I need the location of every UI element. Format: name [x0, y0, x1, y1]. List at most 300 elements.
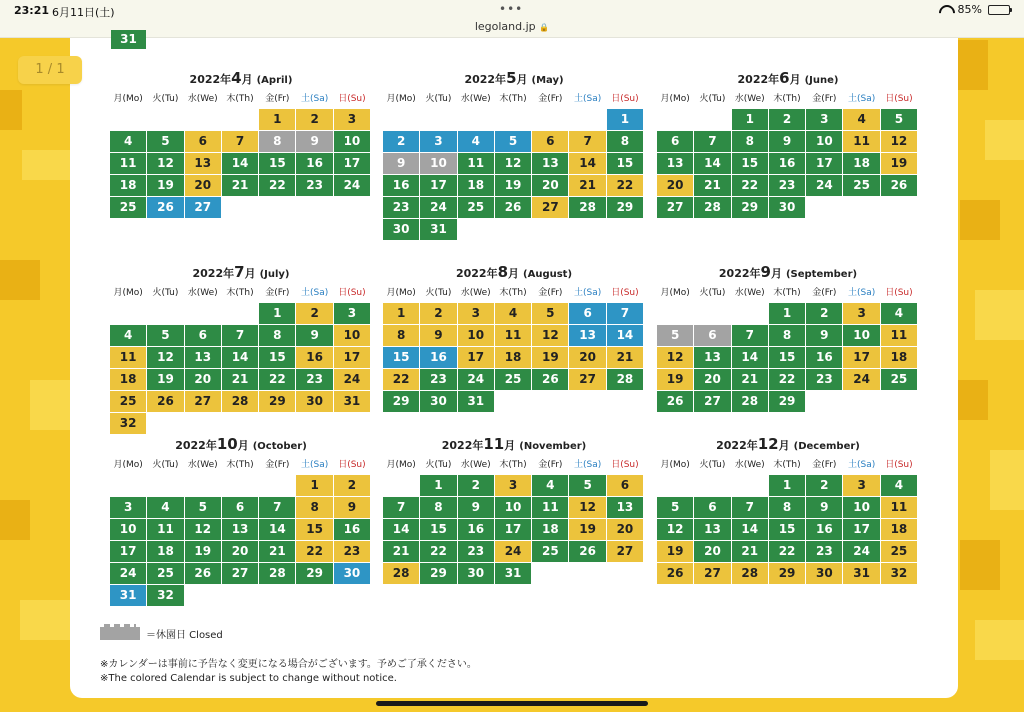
- month-calendar: [657, 260, 919, 412]
- month-title: [657, 260, 919, 284]
- day-cell: 1: [607, 109, 643, 130]
- day-cell: 21: [732, 541, 768, 562]
- month-year: 2022年: [737, 73, 780, 86]
- weekday-header: 日(Su): [885, 288, 913, 298]
- day-cell: 23: [806, 369, 842, 390]
- address-bar[interactable]: [0, 20, 1024, 33]
- month-title: [383, 432, 645, 456]
- month-year: 2022年: [192, 267, 235, 280]
- day-cell: 10: [110, 519, 146, 540]
- home-indicator[interactable]: [376, 701, 648, 706]
- weekday-header: 木(Th): [226, 94, 254, 104]
- day-cell-closed: 8: [259, 131, 295, 152]
- day-cell: 2: [296, 109, 332, 130]
- weekday-header: 水(We): [187, 288, 218, 298]
- day-cell: 31: [843, 563, 879, 584]
- day-cell: 2: [334, 475, 370, 496]
- day-cell: 15: [259, 153, 295, 174]
- wifi-icon: [938, 5, 952, 15]
- day-cell: 31: [334, 391, 370, 412]
- weekday-header: 水(We): [460, 288, 491, 298]
- day-cell: 14: [569, 153, 605, 174]
- day-cell: 22: [769, 541, 805, 562]
- weekday-header: 金(Fr): [265, 94, 290, 104]
- day-cell: 5: [569, 475, 605, 496]
- day-cell: 10: [458, 325, 494, 346]
- day-cell: 26: [185, 563, 221, 584]
- day-cell: 11: [495, 325, 531, 346]
- day-cell: 3: [110, 497, 146, 518]
- weekday-header: 火(Tu): [425, 460, 452, 470]
- month-grid: [657, 456, 919, 584]
- weekday-header: 月(Mo): [386, 94, 416, 104]
- day-cell: 15: [259, 347, 295, 368]
- day-cell: 9: [334, 497, 370, 518]
- day-cell: 21: [569, 175, 605, 196]
- day-cell: 17: [843, 347, 879, 368]
- day-cell: 23: [458, 541, 494, 562]
- day-cell: 26: [495, 197, 531, 218]
- day-cell: 21: [222, 175, 258, 196]
- weekday-header: 水(We): [734, 94, 765, 104]
- day-cell: 26: [657, 563, 693, 584]
- empty-cell: [383, 475, 419, 496]
- day-cell: 1: [259, 303, 295, 324]
- month-number: 12: [757, 435, 779, 453]
- day-cell: 1: [259, 109, 295, 130]
- day-cell: 13: [694, 347, 730, 368]
- day-cell: 16: [334, 519, 370, 540]
- weekday-header: 月(Mo): [113, 94, 143, 104]
- day-cell: 16: [806, 347, 842, 368]
- day-cell: 2: [806, 475, 842, 496]
- day-cell: 27: [185, 197, 221, 218]
- day-cell: 27: [569, 369, 605, 390]
- empty-cell: [147, 475, 183, 496]
- day-cell: 28: [222, 391, 258, 412]
- day-cell: 11: [881, 497, 917, 518]
- day-cell: 7: [694, 131, 730, 152]
- day-cell: 4: [881, 475, 917, 496]
- month-calendar: [657, 66, 919, 218]
- weekday-header: 木(Th): [499, 288, 527, 298]
- empty-cell: [532, 109, 568, 130]
- month-english: (May): [531, 75, 564, 86]
- weekday-header: 日(Su): [338, 288, 366, 298]
- day-cell: 15: [420, 519, 456, 540]
- day-cell: 27: [532, 197, 568, 218]
- day-cell: 30: [383, 219, 419, 240]
- weekday-header: 木(Th): [226, 460, 254, 470]
- day-cell: 6: [694, 497, 730, 518]
- weekday-header: 金(Fr): [265, 460, 290, 470]
- day-cell: 19: [495, 175, 531, 196]
- day-cell: 2: [458, 475, 494, 496]
- weekday-header: 土(Sa): [301, 288, 329, 298]
- status-time: 23:21: [14, 4, 50, 17]
- day-cell: 20: [569, 347, 605, 368]
- month-suffix: 月: [789, 73, 801, 86]
- day-cell: 24: [458, 369, 494, 390]
- weekday-header: 日(Su): [611, 460, 639, 470]
- day-cell: 10: [843, 497, 879, 518]
- day-cell: 7: [383, 497, 419, 518]
- day-cell: 3: [495, 475, 531, 496]
- month-english: (June): [804, 75, 839, 86]
- day-cell: 22: [607, 175, 643, 196]
- day-cell: 21: [383, 541, 419, 562]
- month-title: [383, 260, 645, 284]
- day-cell: 14: [732, 519, 768, 540]
- day-cell: 11: [110, 347, 146, 368]
- day-cell: 18: [110, 175, 146, 196]
- weekday-header: 木(Th): [226, 288, 254, 298]
- url-text: legoland.jp: [474, 20, 536, 33]
- month-grid: [383, 284, 645, 412]
- weekday-header: 月(Mo): [386, 288, 416, 298]
- day-cell: 17: [495, 519, 531, 540]
- day-cell: 25: [110, 197, 146, 218]
- weekday-header: 木(Th): [499, 94, 527, 104]
- month-grid: [383, 90, 645, 240]
- day-cell: 6: [657, 131, 693, 152]
- day-cell: 19: [657, 541, 693, 562]
- day-cell: 27: [185, 391, 221, 412]
- weekday-header: 月(Mo): [113, 288, 143, 298]
- empty-cell: [110, 109, 146, 130]
- day-cell: 28: [569, 197, 605, 218]
- day-cell: 10: [495, 497, 531, 518]
- month-title: [383, 66, 645, 90]
- empty-cell: [110, 475, 146, 496]
- day-cell-closed: 10: [420, 153, 456, 174]
- day-cell: 24: [843, 541, 879, 562]
- month-year: 2022年: [464, 73, 507, 86]
- day-cell: 11: [881, 325, 917, 346]
- empty-cell: [657, 109, 693, 130]
- day-cell: 13: [694, 519, 730, 540]
- day-cell: 15: [769, 519, 805, 540]
- month-grid: [657, 90, 919, 218]
- month-grid: [110, 456, 372, 606]
- day-cell: 13: [222, 519, 258, 540]
- day-cell: 10: [334, 131, 370, 152]
- empty-cell: [185, 303, 221, 324]
- day-cell: 32: [881, 563, 917, 584]
- weekday-header: 土(Sa): [301, 94, 329, 104]
- weekday-header: 火(Tu): [699, 94, 726, 104]
- day-cell: 19: [569, 519, 605, 540]
- month-english: (December): [793, 441, 860, 452]
- day-cell: 20: [694, 369, 730, 390]
- day-cell: 18: [532, 519, 568, 540]
- note-japanese: ※カレンダーは事前に予告なく変更になる場合がございます。予めご了承ください。: [100, 659, 477, 670]
- day-cell: 18: [843, 153, 879, 174]
- day-cell: 8: [420, 497, 456, 518]
- month-number: 9: [760, 263, 771, 281]
- page-indicator[interactable]: 1 / 1: [18, 56, 82, 84]
- day-cell: 10: [334, 325, 370, 346]
- day-cell: 27: [607, 541, 643, 562]
- day-cell: 16: [296, 153, 332, 174]
- day-cell: 25: [843, 175, 879, 196]
- empty-cell: [110, 303, 146, 324]
- day-cell: 21: [732, 369, 768, 390]
- day-cell: 14: [383, 519, 419, 540]
- day-cell: 12: [532, 325, 568, 346]
- day-cell: 21: [259, 541, 295, 562]
- day-cell: 12: [147, 153, 183, 174]
- day-cell: 14: [259, 519, 295, 540]
- month-calendar: [383, 260, 645, 412]
- month-grid: [383, 456, 645, 584]
- day-cell: 26: [147, 197, 183, 218]
- day-cell: 4: [458, 131, 494, 152]
- day-cell: 4: [147, 497, 183, 518]
- weekday-header: 水(We): [187, 460, 218, 470]
- day-cell: 29: [732, 197, 768, 218]
- month-english: (November): [519, 441, 587, 452]
- day-cell: 18: [881, 519, 917, 540]
- day-cell: 30: [334, 563, 370, 584]
- month-number: 5: [506, 69, 517, 87]
- day-cell: 23: [296, 175, 332, 196]
- day-cell: 28: [607, 369, 643, 390]
- legend-label: ＝休園日 Closed: [146, 630, 223, 641]
- day-cell: 18: [881, 347, 917, 368]
- day-cell: 22: [420, 541, 456, 562]
- month-grid: [657, 284, 919, 412]
- empty-cell: [259, 475, 295, 496]
- day-cell: 28: [732, 391, 768, 412]
- month-year: 2022年: [718, 267, 761, 280]
- month-title: [657, 432, 919, 456]
- month-year: 2022年: [441, 439, 484, 452]
- empty-cell: [458, 109, 494, 130]
- day-cell: 1: [420, 475, 456, 496]
- empty-cell: [657, 303, 693, 324]
- multitasking-dots-icon[interactable]: •••: [499, 2, 524, 16]
- day-cell: 11: [843, 131, 879, 152]
- day-cell: 4: [881, 303, 917, 324]
- day-cell: 16: [420, 347, 456, 368]
- status-bar: [0, 0, 1024, 38]
- day-cell: 5: [657, 497, 693, 518]
- day-cell: 1: [769, 475, 805, 496]
- weekday-header: 月(Mo): [113, 460, 143, 470]
- day-cell: 31: [458, 391, 494, 412]
- lock-icon: 🔒: [539, 23, 550, 32]
- weekday-header: 金(Fr): [812, 460, 837, 470]
- month-number: 8: [497, 263, 509, 281]
- day-cell: 6: [222, 497, 258, 518]
- day-cell: 12: [569, 497, 605, 518]
- day-cell: 31: [420, 219, 456, 240]
- day-cell: 26: [569, 541, 605, 562]
- weekday-header: 月(Mo): [660, 460, 690, 470]
- day-cell: 18: [110, 369, 146, 390]
- day-cell: 24: [843, 369, 879, 390]
- day-cell: 24: [334, 369, 370, 390]
- day-cell: 19: [185, 541, 221, 562]
- day-cell: 30: [296, 391, 332, 412]
- day-cell: 19: [657, 369, 693, 390]
- day-cell: 22: [383, 369, 419, 390]
- day-cell: 29: [296, 563, 332, 584]
- month-year: 2022年: [455, 267, 498, 280]
- day-cell: 2: [806, 303, 842, 324]
- weekday-header: 水(We): [187, 94, 218, 104]
- month-suffix: 月: [778, 439, 790, 452]
- day-cell: 29: [259, 391, 295, 412]
- day-cell: 12: [185, 519, 221, 540]
- weekday-header: 金(Fr): [538, 288, 563, 298]
- day-cell: 12: [657, 519, 693, 540]
- day-cell: 26: [147, 391, 183, 412]
- day-cell: 11: [458, 153, 494, 174]
- day-cell: 9: [769, 131, 805, 152]
- weekday-header: 月(Mo): [660, 288, 690, 298]
- day-cell: 15: [296, 519, 332, 540]
- month-year: 2022年: [716, 439, 758, 452]
- month-calendar: [110, 432, 372, 606]
- day-cell: 14: [607, 325, 643, 346]
- day-cell: 12: [881, 131, 917, 152]
- weekday-header: 金(Fr): [538, 94, 563, 104]
- empty-cell: [147, 303, 183, 324]
- weekday-header: 水(We): [734, 460, 765, 470]
- day-cell: 30: [458, 563, 494, 584]
- day-cell: 25: [147, 563, 183, 584]
- empty-cell: [732, 475, 768, 496]
- month-calendar: [383, 432, 645, 584]
- day-cell: 17: [334, 153, 370, 174]
- day-cell: 15: [383, 347, 419, 368]
- day-cell: 11: [147, 519, 183, 540]
- day-cell: 18: [458, 175, 494, 196]
- month-suffix: 月: [508, 267, 520, 280]
- day-cell: 5: [881, 109, 917, 130]
- day-cell: 16: [458, 519, 494, 540]
- weekday-header: 土(Sa): [848, 94, 876, 104]
- weekday-header: 水(We): [734, 288, 765, 298]
- day-cell: 16: [806, 519, 842, 540]
- day-cell: 16: [769, 153, 805, 174]
- weekday-header: 水(We): [460, 94, 491, 104]
- day-cell: 16: [296, 347, 332, 368]
- day-cell: 24: [806, 175, 842, 196]
- empty-cell: [383, 109, 419, 130]
- day-cell: 13: [185, 347, 221, 368]
- day-cell: 12: [147, 347, 183, 368]
- day-cell: 18: [147, 541, 183, 562]
- weekday-header: 火(Tu): [699, 288, 726, 298]
- day-cell: 6: [569, 303, 605, 324]
- day-cell: 29: [420, 563, 456, 584]
- day-cell: 3: [334, 109, 370, 130]
- weekday-header: 日(Su): [338, 94, 366, 104]
- day-cell: 26: [881, 175, 917, 196]
- day-cell: 17: [843, 519, 879, 540]
- empty-cell: [222, 303, 258, 324]
- day-cell: 25: [110, 391, 146, 412]
- day-cell: 27: [222, 563, 258, 584]
- weekday-header: 月(Mo): [386, 460, 416, 470]
- day-cell: 19: [147, 175, 183, 196]
- day-cell-closed: 6: [694, 325, 730, 346]
- day-cell: 6: [185, 325, 221, 346]
- day-cell: 4: [532, 475, 568, 496]
- day-cell: 12: [657, 347, 693, 368]
- legend: [100, 626, 223, 641]
- day-cell: 29: [383, 391, 419, 412]
- weekday-header: 金(Fr): [538, 460, 563, 470]
- day-cell: 22: [259, 175, 295, 196]
- day-cell: 15: [732, 153, 768, 174]
- day-cell: 32: [110, 413, 146, 434]
- weekday-header: 金(Fr): [812, 288, 837, 298]
- day-cell: 1: [383, 303, 419, 324]
- day-cell: 15: [769, 347, 805, 368]
- weekday-header: 土(Sa): [574, 94, 602, 104]
- day-cell: 14: [694, 153, 730, 174]
- day-cell: 3: [843, 475, 879, 496]
- weekday-header: 木(Th): [773, 94, 801, 104]
- day-cell: 26: [532, 369, 568, 390]
- day-cell: 15: [607, 153, 643, 174]
- day-cell: 27: [694, 391, 730, 412]
- day-cell: 9: [806, 325, 842, 346]
- day-cell: 14: [222, 347, 258, 368]
- weekday-header: 火(Tu): [152, 94, 179, 104]
- day-cell: 30: [806, 563, 842, 584]
- day-cell: 24: [110, 563, 146, 584]
- day-cell: 7: [222, 325, 258, 346]
- weekday-header: 土(Sa): [574, 288, 602, 298]
- month-suffix: 月: [516, 73, 528, 86]
- weekday-header: 木(Th): [773, 460, 801, 470]
- day-cell: 19: [881, 153, 917, 174]
- day-cell: 8: [732, 131, 768, 152]
- empty-cell: [185, 475, 221, 496]
- day-cell: 3: [843, 303, 879, 324]
- month-title: [110, 260, 372, 284]
- month-english: (July): [259, 269, 290, 280]
- day-cell: 20: [694, 541, 730, 562]
- day-cell: 18: [495, 347, 531, 368]
- day-cell: 6: [607, 475, 643, 496]
- month-calendar: [110, 66, 372, 218]
- day-cell: 22: [296, 541, 332, 562]
- day-cell: 1: [732, 109, 768, 130]
- day-cell: 24: [495, 541, 531, 562]
- day-cell: 17: [110, 541, 146, 562]
- prev-month-last-day: 31: [111, 30, 146, 49]
- day-cell: 8: [769, 325, 805, 346]
- weekday-header: 日(Su): [885, 460, 913, 470]
- day-cell: 11: [532, 497, 568, 518]
- month-year: 2022年: [175, 439, 217, 452]
- day-cell: 27: [657, 197, 693, 218]
- day-cell: 8: [296, 497, 332, 518]
- day-cell: 25: [458, 197, 494, 218]
- day-cell: 3: [420, 131, 456, 152]
- day-cell: 13: [532, 153, 568, 174]
- empty-cell: [569, 109, 605, 130]
- weekday-header: 火(Tu): [425, 94, 452, 104]
- day-cell: 25: [532, 541, 568, 562]
- day-cell: 3: [458, 303, 494, 324]
